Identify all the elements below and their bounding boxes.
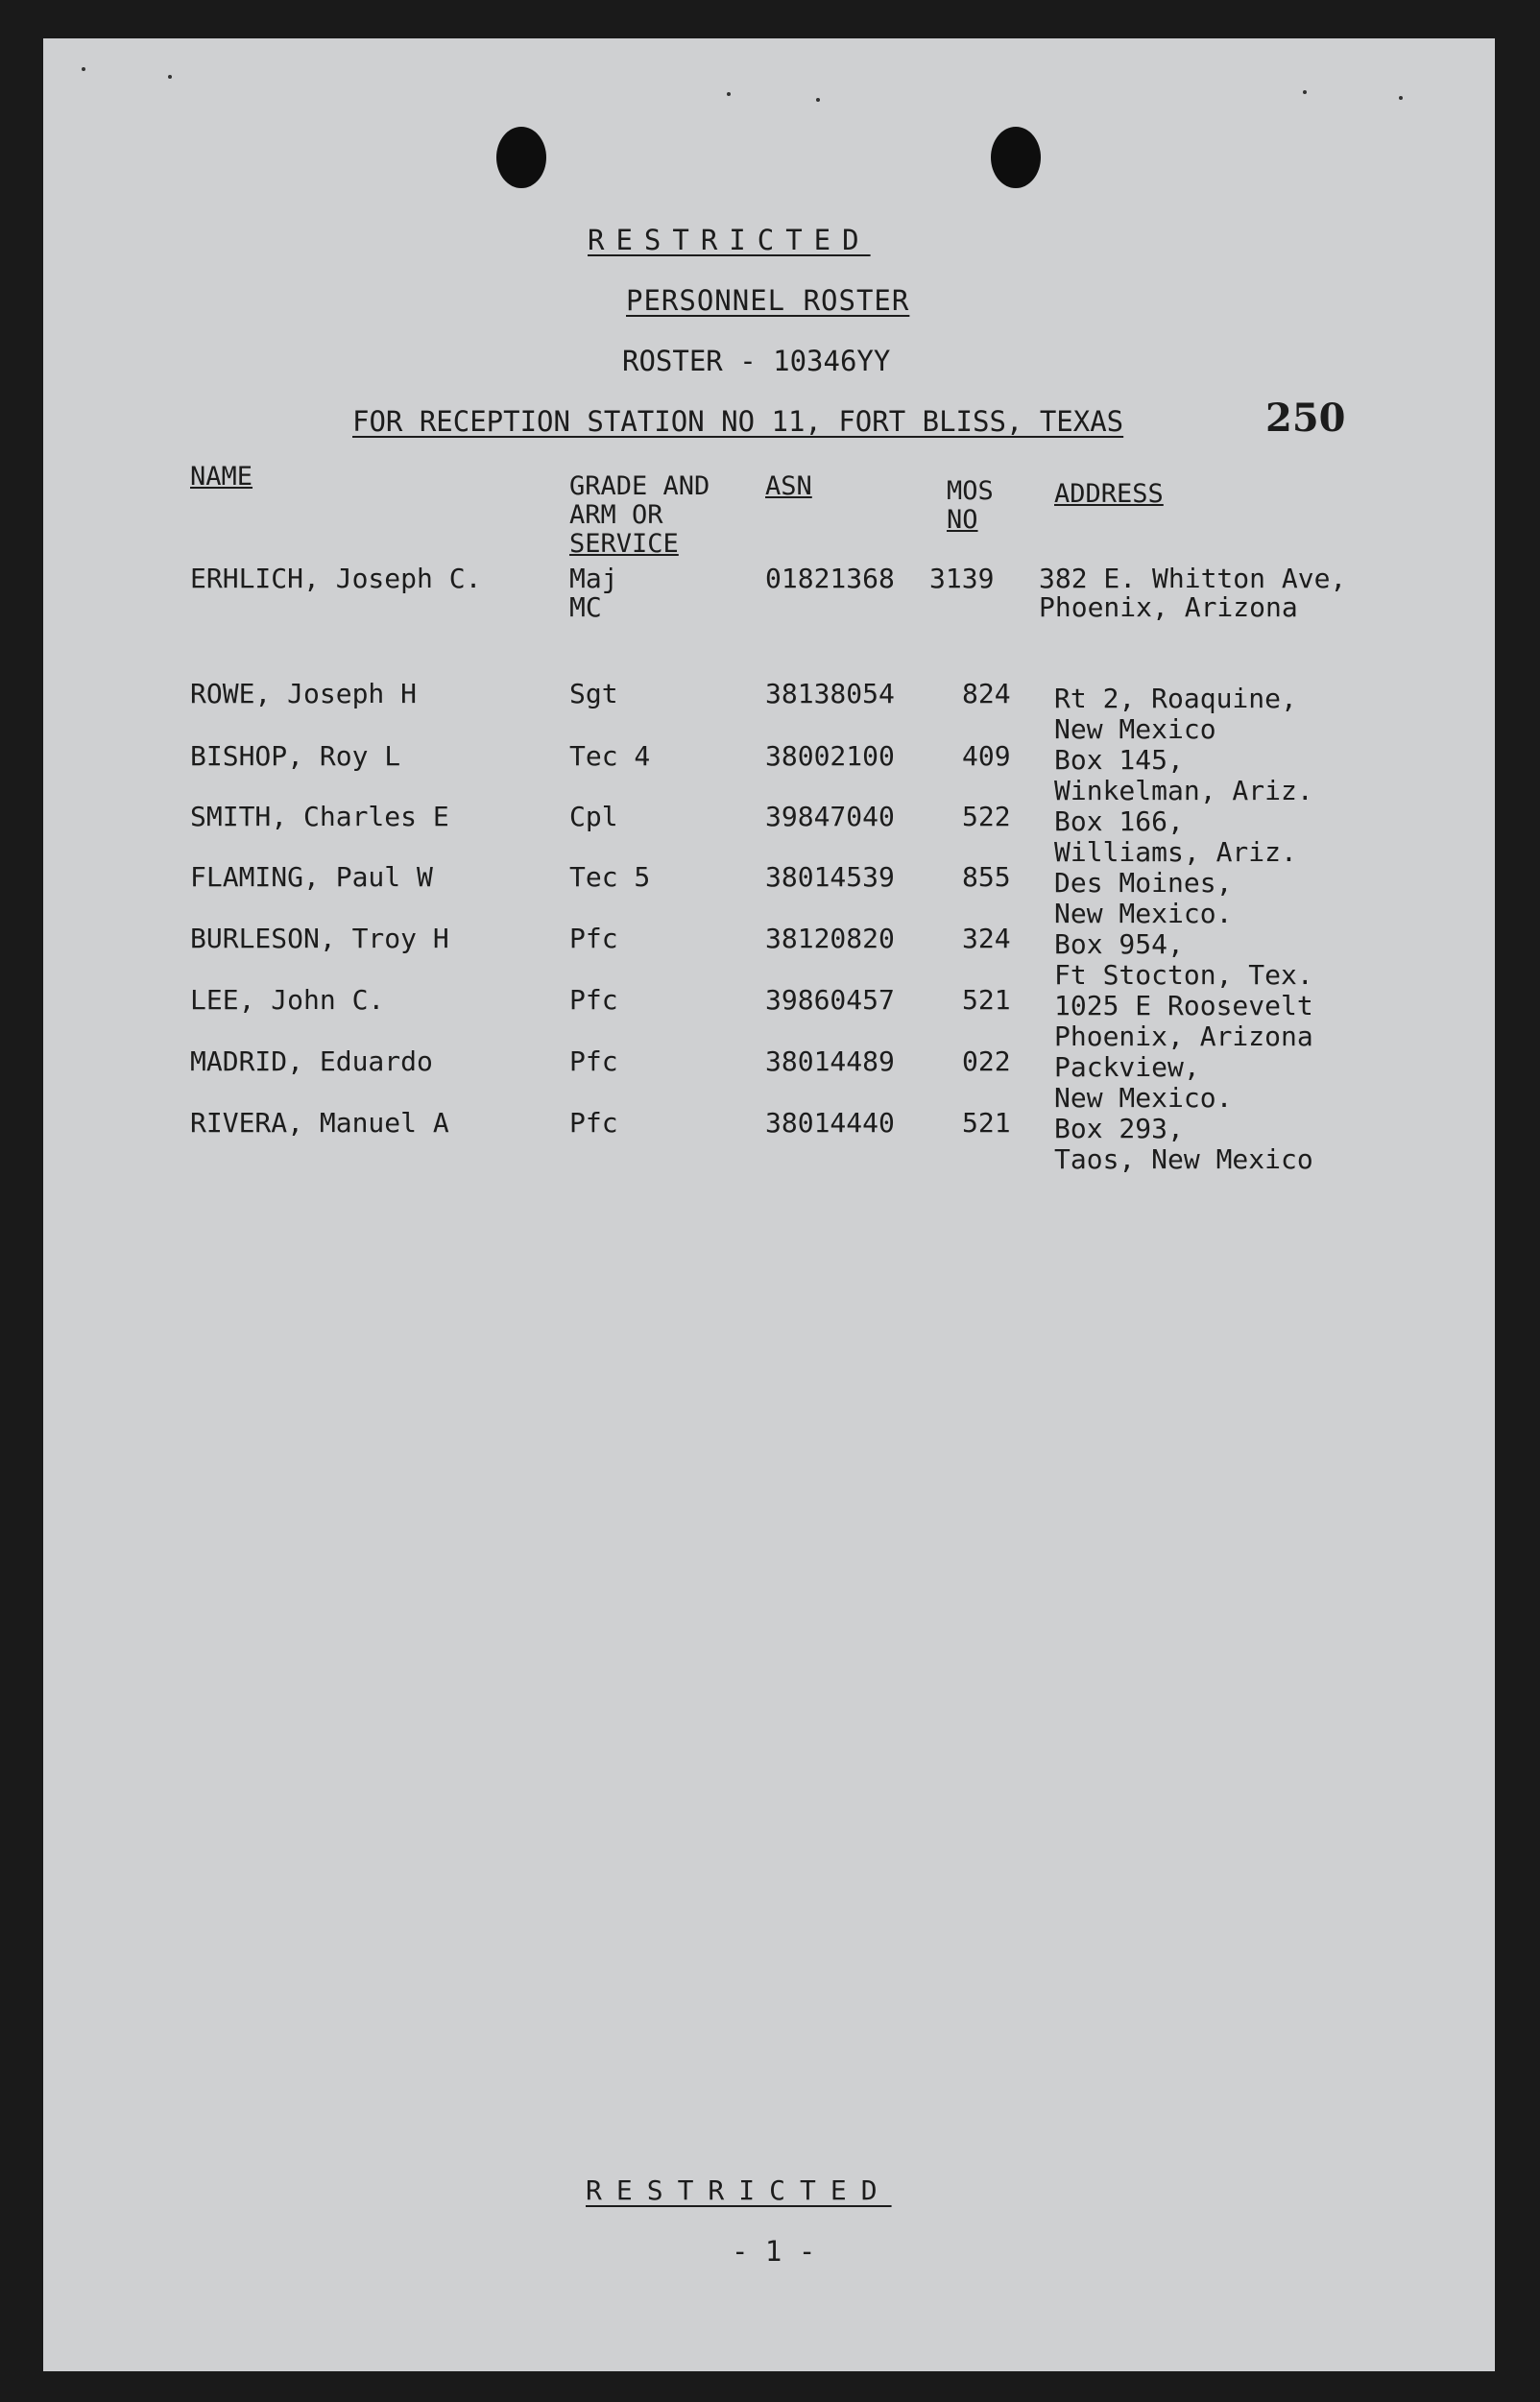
- roster-row-asn: 38014539: [765, 861, 895, 893]
- roster-row-name: MADRID, Eduardo: [190, 1045, 433, 1077]
- column-header-mos-line2: NO: [947, 505, 978, 535]
- roster-row-grade: Pfc: [569, 923, 618, 954]
- roster-row-grade: Tec 4: [569, 740, 651, 772]
- roster-row-grade: Maj: [569, 563, 618, 594]
- roster-row-mos: 855: [962, 861, 1011, 893]
- roster-row-address-line1: Box 166,: [1054, 805, 1184, 837]
- roster-row-address-line1: Box 293,: [1054, 1113, 1184, 1144]
- roster-row-asn: 38120820: [765, 923, 895, 954]
- column-header-asn: ASN: [765, 471, 812, 501]
- punch-hole-right: [991, 127, 1041, 188]
- roster-row-mos: 521: [962, 1107, 1011, 1139]
- roster-row-name: SMITH, Charles E: [190, 801, 449, 832]
- roster-row-address-line2: Phoenix, Arizona: [1054, 1021, 1313, 1052]
- roster-row-address-line2: Ft Stocton, Tex.: [1054, 959, 1313, 991]
- classification-top: RESTRICTED: [588, 224, 871, 256]
- paper-speck: [816, 98, 820, 102]
- roster-row-grade: Pfc: [569, 984, 618, 1016]
- document-page: [43, 38, 1495, 2371]
- column-header-grade-line1: GRADE AND: [569, 471, 710, 501]
- roster-row-address-line1: Box 954,: [1054, 928, 1184, 960]
- column-header-grade-line2: ARM OR: [569, 500, 663, 530]
- roster-row-address-line1: 1025 E Roosevelt: [1054, 990, 1313, 1021]
- roster-row-mos: 521: [962, 984, 1011, 1016]
- paper-speck: [727, 92, 731, 96]
- roster-row-address-line1: Des Moines,: [1054, 867, 1233, 899]
- roster-row-mos: 409: [962, 740, 1011, 772]
- roster-row-address-line1: Packview,: [1054, 1051, 1200, 1083]
- roster-row-name: FLAMING, Paul W: [190, 861, 433, 893]
- roster-row-asn: 01821368: [765, 563, 895, 594]
- paper-speck: [1303, 90, 1307, 94]
- roster-row-grade: Pfc: [569, 1107, 618, 1139]
- roster-row-name: BISHOP, Roy L: [190, 740, 401, 772]
- roster-row-grade: Cpl: [569, 801, 618, 832]
- roster-row-address-line1: 382 E. Whitton Ave,: [1039, 563, 1347, 594]
- roster-row-grade: Tec 5: [569, 861, 651, 893]
- roster-number: ROSTER - 10346YY: [622, 345, 891, 377]
- roster-row-address-line2: Williams, Ariz.: [1054, 836, 1297, 868]
- roster-row-grade: Sgt: [569, 678, 618, 709]
- roster-row-asn: 39860457: [765, 984, 895, 1016]
- roster-row-name: LEE, John C.: [190, 984, 385, 1016]
- roster-row-grade: Pfc: [569, 1045, 618, 1077]
- roster-row-address-line2: Taos, New Mexico: [1054, 1143, 1313, 1175]
- roster-row-address-line2: New Mexico: [1054, 713, 1216, 745]
- stamp-number: 250: [1265, 396, 1346, 441]
- document-title: PERSONNEL ROSTER: [626, 284, 910, 317]
- roster-row-address-line2: New Mexico.: [1054, 1082, 1233, 1114]
- column-header-address: ADDRESS: [1054, 479, 1164, 509]
- roster-row-address-line2: Winkelman, Ariz.: [1054, 775, 1313, 806]
- paper-speck: [1399, 96, 1403, 100]
- column-header-name: NAME: [190, 462, 253, 492]
- roster-row-mos: 324: [962, 923, 1011, 954]
- roster-row-mos: 522: [962, 801, 1011, 832]
- column-header-grade: [569, 472, 710, 559]
- roster-row-name: ROWE, Joseph H: [190, 678, 418, 709]
- roster-row-asn: 38138054: [765, 678, 895, 709]
- paper-speck: [168, 75, 172, 79]
- roster-row-name: ERHLICH, Joseph C.: [190, 563, 482, 594]
- page-number: - 1 -: [732, 2235, 816, 2268]
- column-header-mos-line1: MOS: [947, 476, 994, 506]
- roster-row-address-line2: New Mexico.: [1054, 898, 1233, 929]
- roster-row-asn: 39847040: [765, 801, 895, 832]
- roster-row-asn: 38014489: [765, 1045, 895, 1077]
- classification-bottom: RESTRICTED: [586, 2174, 892, 2206]
- roster-row-name: BURLESON, Troy H: [190, 923, 449, 954]
- roster-row-grade-service: MC: [569, 591, 602, 623]
- punch-hole-left: [496, 127, 546, 188]
- paper-speck: [82, 67, 85, 71]
- roster-row-address-line1: Box 145,: [1054, 744, 1184, 776]
- column-header-mos: [947, 477, 994, 535]
- roster-row-asn: 38014440: [765, 1107, 895, 1139]
- roster-row-mos: 3139: [929, 563, 995, 594]
- roster-row-mos: 022: [962, 1045, 1011, 1077]
- roster-row-address-line1: Rt 2, Roaquine,: [1054, 683, 1297, 714]
- column-header-grade-line3: SERVICE: [569, 529, 679, 559]
- roster-row-address-line2: Phoenix, Arizona: [1039, 591, 1298, 623]
- roster-row-asn: 38002100: [765, 740, 895, 772]
- roster-row-mos: 824: [962, 678, 1011, 709]
- roster-row-name: RIVERA, Manuel A: [190, 1107, 449, 1139]
- station-line: FOR RECEPTION STATION NO 11, FORT BLISS, TEXAS: [352, 405, 1124, 438]
